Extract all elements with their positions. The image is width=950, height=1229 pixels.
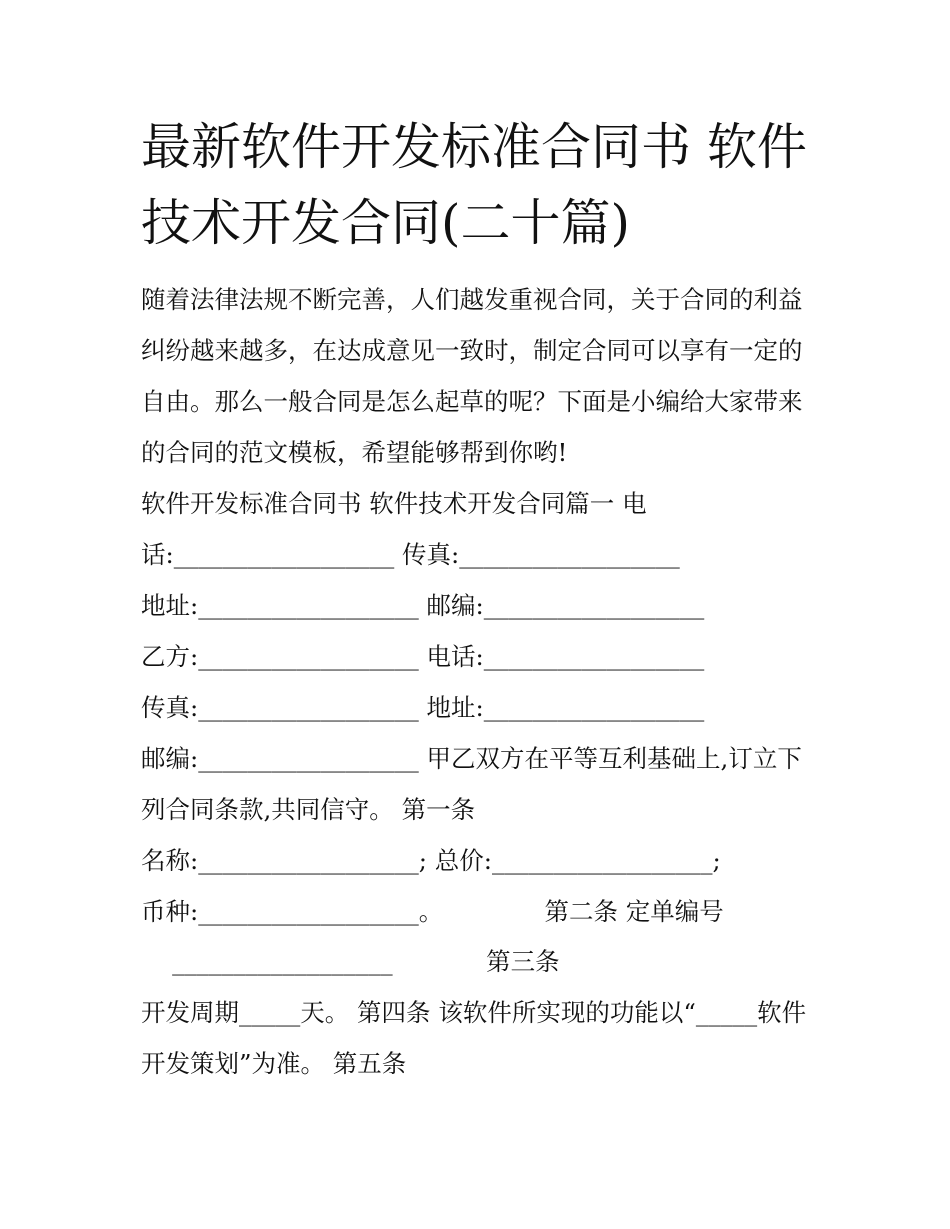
body-line-6: 邮编:__________________ 甲乙双方在平等互利基础上,订立下 bbox=[141, 744, 802, 773]
body-line-7: 列合同条款,共同信守。 第一条 bbox=[141, 795, 476, 824]
intro-line-1: 随着法律法规不断完善，人们越发重视合同，关于合同的利益 bbox=[141, 285, 803, 314]
body-line-5: 传真:__________________ 地址:__________________ bbox=[141, 693, 705, 722]
body-line-2: 话:__________________ 传真:__________________ bbox=[141, 540, 680, 569]
body-line-1: 软件开发标准合同书 软件技术开发合同篇一 电 bbox=[141, 489, 647, 518]
document-title-line-1: 最新软件开发标准合同书 软件 bbox=[141, 118, 807, 176]
intro-line-4: 的合同的范文模板，希望能够帮到你哟! bbox=[141, 438, 568, 467]
intro-line-2: 纠纷越来越多，在达成意见一致时，制定合同可以享有一定的 bbox=[141, 336, 803, 365]
body-line-3: 地址:__________________ 邮编:__________________ bbox=[141, 591, 705, 620]
body-line-12: 开发策划”为准。 第五条 bbox=[141, 1049, 407, 1078]
body-line-10: __________________ 第三条 bbox=[141, 947, 560, 976]
body-line-8: 名称:__________________; 总价:__________________; bbox=[141, 846, 721, 875]
body-line-11: 开发周期_____天。 第四条 该软件所实现的功能以“_____软件 bbox=[141, 998, 807, 1027]
body-line-9: 币种:__________________。 第二条 定单编号 bbox=[141, 897, 724, 926]
document-title-line-2: 技术开发合同(二十篇) bbox=[141, 194, 631, 252]
body-line-4: 乙方:__________________ 电话:__________________ bbox=[141, 642, 705, 671]
intro-line-3: 自由。那么一般合同是怎么起草的呢？下面是小编给大家带来 bbox=[141, 387, 803, 416]
